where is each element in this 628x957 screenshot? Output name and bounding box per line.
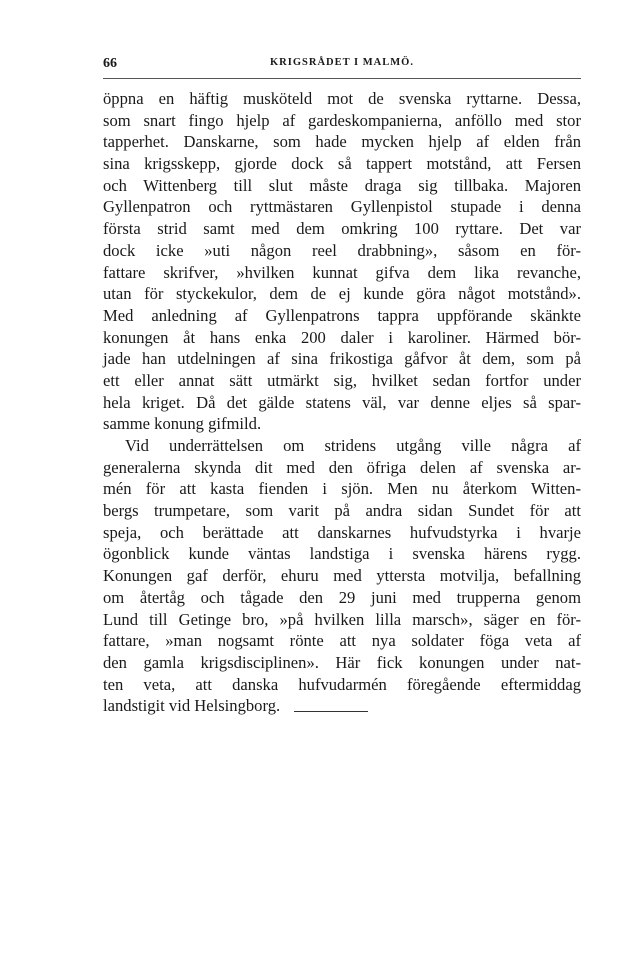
page-header <box>103 56 581 76</box>
text-line: om återtåg och tågade den 29 juni med trupperna genom <box>103 587 581 607</box>
text-line: generalerna skynda dit med den öfriga delen af svenska ar- <box>103 457 581 477</box>
text-line: fattare, »man nogsamt rönte att nya soldater föga veta af <box>103 631 581 651</box>
text-line: fattare skrifver, »hvilken kunnat gifva dem lika revanche, <box>103 262 581 282</box>
text-line: konungen åt hans enka 200 daler i karoliner. Härmed bör- <box>103 327 581 347</box>
text-line: bergs trumpetare, som varit på andra sidan Sundet för att <box>103 501 581 521</box>
page-number: 66 <box>103 56 117 71</box>
text-line: Konungen gaf derför, ehuru med yttersta motvilja, befallning <box>103 566 581 586</box>
text-line: ögonblick kunde väntas landstiga i svenska härens rygg. <box>103 544 581 564</box>
text-line: speja, och berättade att danskarnes hufvudstyrka i hvarje <box>103 522 581 542</box>
text-line: ten veta, att danska hufvudarmén föregående eftermiddag <box>103 674 581 694</box>
text-line: jade han utdelningen af sina frikostiga gåfvor åt dem, som på <box>103 349 581 369</box>
body-text <box>103 88 581 717</box>
text-line: första strid samt med dem omkring 100 ryttare. Det var <box>103 219 581 239</box>
text-line: som snart fingo hjelp af gardeskompanierna, anföllo med stor <box>103 110 581 130</box>
text-line: sina krigsskepp, gjorde dock så tappert motstånd, att Fersen <box>103 154 581 174</box>
text-line: Gyllenpatron och ryttmästaren Gyllenpistol stupade i denna <box>103 197 581 217</box>
text-line: samme konung gifmild. <box>103 414 262 434</box>
running-head: KRIGSRÅDET I MALMÖ. <box>270 57 414 68</box>
text-line: ett eller annat sätt utmärkt sig, hvilket sedan fortfor under <box>103 370 581 390</box>
text-line: hela kriget. Då det gälde statens väl, var denne eljes så spar- <box>103 392 581 412</box>
text-line: utan för styckekulor, dem de ej kunde göra något motstånd». <box>103 284 581 304</box>
text-line: Lund till Getinge bro, »på hvilken lilla marsch», säger en för- <box>103 609 581 629</box>
text-line: den gamla krigsdisciplinen». Här fick konungen under nat- <box>103 652 581 672</box>
text-line: landstigit vid Helsingborg. <box>103 696 281 716</box>
end-rule <box>294 711 368 712</box>
text-line: mén för att kasta fienden i sjön. Men nu återkom Witten- <box>103 479 581 499</box>
text-line: dock icke »uti någon reel drabbning», såsom en för- <box>103 240 581 260</box>
text-line: Med anledning af Gyllenpatrons tappra uppförande skänkte <box>103 305 581 325</box>
text-line: öppna en häftig musköteld mot de svenska ryttarne. Dessa, <box>103 89 581 108</box>
header-rule <box>103 78 581 79</box>
text-line: och Wittenberg till slut måste draga sig tillbaka. Majoren <box>103 175 581 195</box>
text-line: tapperhet. Danskarne, som hade mycken hjelp af elden från <box>103 132 581 152</box>
text-line: Vid underrättelsen om stridens utgång ville några af <box>125 436 581 455</box>
